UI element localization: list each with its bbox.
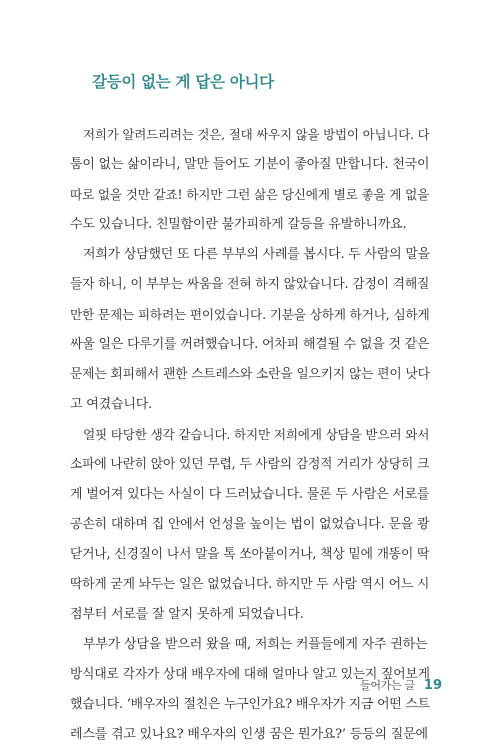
- text-line: 툼이 없는 삶이라니, 말만 들어도 기분이 좋아질 만합니다. 천국이: [70, 157, 430, 172]
- page-number: 19: [423, 678, 443, 693]
- text-line: 싸울 일은 다루기를 꺼려했습니다. 어차피 해결될 수 없을 것 같은: [70, 337, 430, 352]
- text-line: 방식대로 각자가 상대 배우자에 대해 얼마나 알고 있는지 짚어보게: [70, 667, 430, 682]
- page-footer: [360, 674, 442, 693]
- text-line: 만한 문제는 피하려는 편이었습니다. 기분을 상하게 하거나, 심하게: [70, 307, 430, 322]
- section-heading: 갈등이 없는 게 답은 아니다: [92, 73, 274, 91]
- chapter-title: 들어가는 글: [360, 679, 415, 692]
- text-line: 소파에 나란히 앉아 있던 무렵, 두 사람의 감정적 거리가 상당히 크: [70, 457, 430, 472]
- text-line: 따로 없을 것만 같죠! 하지만 그런 삶은 당신에게 별로 좋을 게 없을: [70, 187, 430, 202]
- text-line: 얼핏 타당한 생각 같습니다. 하지만 저희에게 상담을 받으러 와서: [83, 427, 430, 442]
- text-line: 했습니다. ‘배우자의 절친은 누구인가요? 배우자가 지금 어떤 스트: [70, 697, 430, 712]
- text-line: 들자 하니, 이 부부는 싸움을 전혀 하지 않았습니다. 감정이 격해질: [70, 277, 430, 292]
- text-line: 딱하게 굳게 놔두는 일은 없었습니다. 하지만 두 사람 역시 어느 시: [70, 577, 430, 592]
- text-line: 문제는 회피해서 괜한 스트레스와 소란을 일으키지 않는 편이 낫다: [70, 367, 430, 382]
- text-line: 공손히 대하며 집 안에서 언성을 높이는 법이 없었습니다. 문을 쾅: [70, 517, 430, 532]
- text-line: 고 여겼습니다.: [70, 397, 153, 412]
- text-line: 닫거나, 신경질이 나서 말을 톡 쏘아붙이거나, 책상 밑에 개똥이 딱: [70, 547, 430, 562]
- text-line: 점부터 서로를 잘 알지 못하게 되었습니다.: [70, 607, 304, 622]
- text-line: 수도 있습니다. 친밀함이란 불가피하게 갈등을 유발하니까요.: [70, 217, 407, 232]
- text-line: 저희가 상담했던 또 다른 부부의 사례를 봅시다. 두 사람의 말을: [83, 247, 430, 262]
- text-line: 레스를 겪고 있나요? 배우자의 인생 꿈은 뭔가요?’ 등등의 질문에: [70, 727, 428, 742]
- text-line: 게 벌어져 있다는 사실이 다 드러났습니다. 물론 두 사람은 서로를: [70, 487, 430, 502]
- text-line: 부부가 상담을 받으러 왔을 때, 저희는 커플들에게 자주 권하는: [83, 637, 428, 652]
- text-line: 저희가 알려드리려는 것은, 절대 싸우지 않을 방법이 아닙니다. 다: [83, 127, 430, 142]
- body-text: [70, 120, 430, 750]
